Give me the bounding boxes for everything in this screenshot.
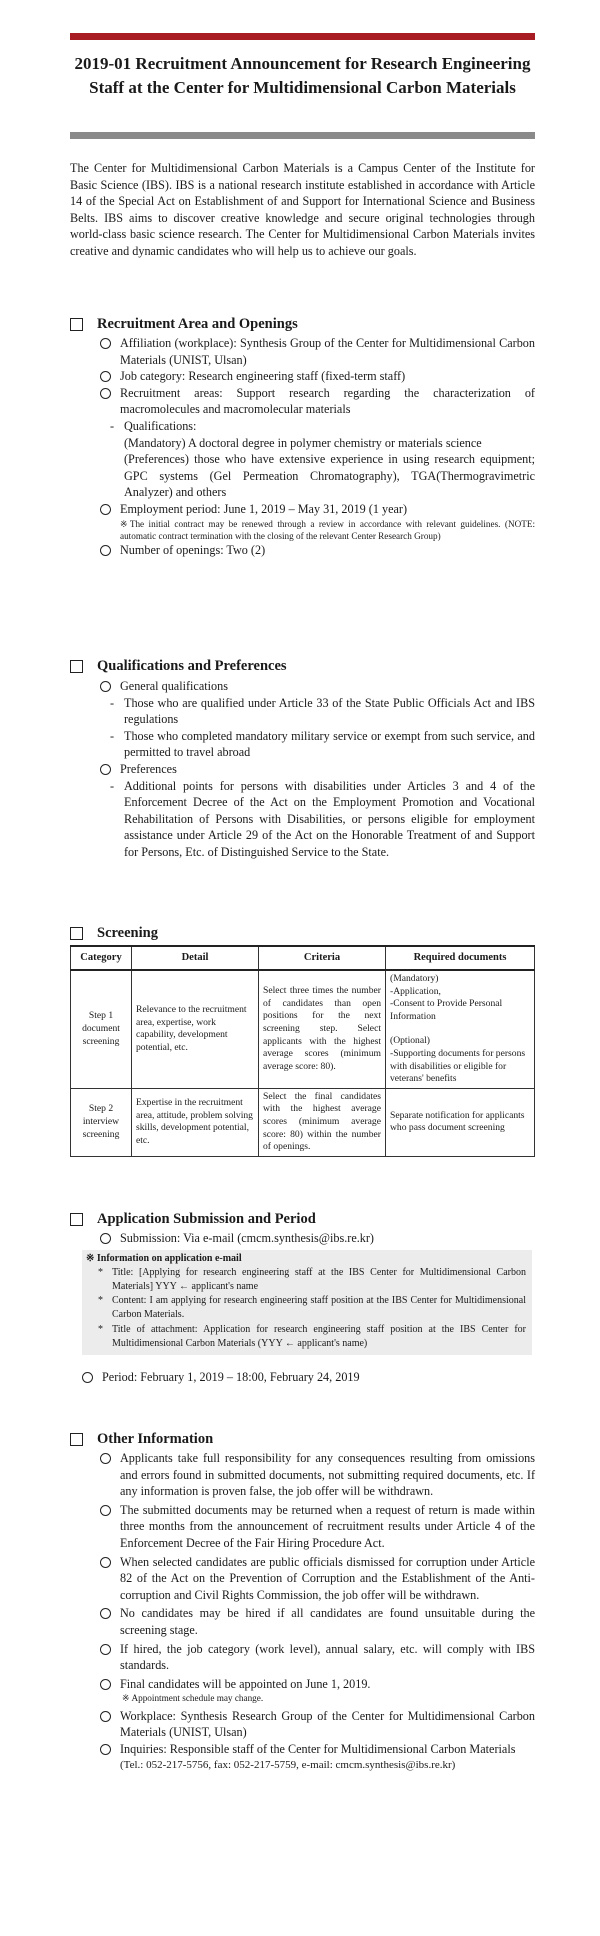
schedule-note: ※ Appointment schedule may change. bbox=[122, 1693, 264, 1704]
contact-info: (Tel.: 052-217-5756, fax: 052-217-5759, e-mail: cmcm.synthesis@ibs.re.kr) bbox=[120, 1759, 456, 1772]
circle-bullet-icon bbox=[100, 1711, 111, 1722]
circle-bullet-icon bbox=[100, 545, 111, 556]
table-cell: Expertise in the recruitment area, attitude, problem solving skills, development potential, etc. bbox=[132, 1088, 259, 1156]
table-row bbox=[71, 970, 535, 1088]
list-item: Final candidates will be appointed on June 1, 2019. bbox=[100, 1676, 535, 1693]
application-section bbox=[70, 1209, 535, 1386]
table-header: Detail bbox=[132, 946, 259, 970]
application-heading: Application Submission and Period bbox=[70, 1209, 535, 1229]
list-item: Employment period: June 1, 2019 – May 31, 2019 (1 year) bbox=[100, 501, 535, 518]
checkbox-icon bbox=[70, 318, 83, 331]
list-subitem: - Additional points for persons with disabilities under Articles 3 and 4 of the Enforcement Decree of the Act on the Employment Promotion and Vocational Rehabilitation of Persons with Disabilities, or persons eligible for employment assistance under Article 29 of the Act on the Honorable Treatment of and Support for Persons, Etc. of Distinguished Service to the State. bbox=[110, 778, 535, 859]
circle-bullet-icon bbox=[100, 1644, 111, 1655]
table-header: Criteria bbox=[259, 946, 386, 970]
qualifications-section bbox=[70, 656, 535, 861]
list-item: General qualifications bbox=[100, 678, 535, 695]
circle-bullet-icon bbox=[100, 1233, 111, 1244]
list-item: No candidates may be hired if all candidates are found unsuitable during the screening stage. bbox=[100, 1605, 535, 1638]
list-item: Workplace: Synthesis Research Group of the Center for Multidimensional Carbon Materials (UNIST, Ulsan) bbox=[100, 1708, 535, 1741]
list-subitem: * Content: I am applying for research engineering staff position at the IBS Center for Multidimensional Carbon Materials. bbox=[98, 1295, 526, 1321]
intro-paragraph: The Center for Multidimensional Carbon Materials is a Campus Center of the Institute for Basic Science (IBS). IBS is a national research institute established in accordance with Article 14 of the Special Act on Establishment of and Support for International Science and Business Belts. IBS aims to discover creative knowledge and secure original technologies through world-class basic science research. The Center for Multidimensional Carbon Materials invites creative and dynamic candidates who will help us to achieve our goals. bbox=[70, 161, 535, 258]
title-gray-bar bbox=[70, 132, 535, 139]
table-header: Category bbox=[71, 946, 132, 970]
circle-bullet-icon bbox=[100, 1608, 111, 1619]
table-cell: Relevance to the recruitment area, expertise, work capability, development potential, etc. bbox=[132, 970, 259, 1088]
circle-bullet-icon bbox=[82, 1372, 93, 1383]
top-red-bar bbox=[70, 33, 535, 40]
recruitment-heading: Recruitment Area and Openings bbox=[70, 314, 535, 334]
checkbox-icon bbox=[70, 927, 83, 940]
circle-bullet-icon bbox=[100, 1744, 111, 1755]
circle-bullet-icon bbox=[100, 338, 111, 349]
checkbox-icon bbox=[70, 660, 83, 673]
circle-bullet-icon bbox=[100, 764, 111, 775]
screening-table bbox=[70, 945, 535, 1157]
page-title: 2019-01 Recruitment Announcement for Research Engineering Staff at the Center for Multidimensional Carbon Materials bbox=[74, 54, 531, 97]
list-item: Recruitment areas: Support research regarding the characterization of macromolecules and macromolecular materials bbox=[100, 385, 535, 418]
list-subitem: * Title: [Applying for research engineering staff at the IBS Center for Multidimensional Carbon Materials] YYY ← applicant's name bbox=[98, 1266, 526, 1292]
table-cell: (Mandatory) -Application, -Consent to Provide Personal Information (Optional) -Supporting documents for persons with disabilities or eligible for veterans' benefits bbox=[386, 970, 535, 1088]
qualifications-sublist: - Qualifications: bbox=[110, 418, 197, 433]
list-subitem: - Those who are qualified under Article 33 of the State Public Officials Act and IBS regulations bbox=[110, 695, 535, 727]
period-note: ※The initial contract may be renewed through a review in accordance with relevant guidelines. (NOTE: automatic contract termination with the closing of the relevant Center Research Group) bbox=[120, 518, 535, 541]
list-item: Number of openings: Two (2) bbox=[100, 542, 535, 559]
screening-section bbox=[70, 923, 535, 1157]
table-cell: Step 1 document screening bbox=[71, 970, 132, 1088]
circle-bullet-icon bbox=[100, 1679, 111, 1690]
list-item: Inquiries: Responsible staff of the Center for Multidimensional Carbon Materials bbox=[100, 1741, 535, 1758]
table-cell: Separate notification for applicants who pass document screening bbox=[386, 1088, 535, 1156]
list-item: Affiliation (workplace): Synthesis Group of the Center for Multidimensional Carbon Materials (UNIST, Ulsan) bbox=[100, 335, 535, 368]
list-item: Applicants take full responsibility for any consequences resulting from omissions and errors found in submitted documents, not submitting required documents, etc. If any information is proven false, the job offer will be withdrawn. bbox=[100, 1450, 535, 1500]
circle-bullet-icon bbox=[100, 371, 111, 382]
list-item: When selected candidates are public officials dismissed for corruption under Article 82 of the Act on the Prevention of Corruption and the Establishment of the Anti-corruption and Civil Rights Commission, the job offer will be withdrawn. bbox=[100, 1554, 535, 1604]
qualifications-heading: Qualifications and Preferences bbox=[70, 656, 535, 676]
qual-preferences: (Preferences) those who have extensive experience in using research equipment; GPC systems (Gel Permeation Chromatography), TGA(Thermogravimetric Analyzer) and others bbox=[124, 452, 535, 500]
list-subitem: * Title of attachment: Application for research engineering staff position at the IBS Center for Multidimensional Carbon Materials (YYY ← applicant's name) bbox=[98, 1323, 526, 1349]
table-cell: Select three times the number of candidates than open positions for the next screening step. Select applicants with the highest average scores (minimum average score: 80). bbox=[259, 970, 386, 1088]
list-item: Job category: Research engineering staff (fixed-term staff) bbox=[100, 368, 535, 385]
circle-bullet-icon bbox=[100, 1505, 111, 1516]
other-section bbox=[70, 1429, 535, 1774]
table-row bbox=[71, 1088, 535, 1156]
circle-bullet-icon bbox=[100, 681, 111, 692]
table-header: Required documents bbox=[386, 946, 535, 970]
checkbox-icon bbox=[70, 1213, 83, 1226]
list-item: The submitted documents may be returned when a request of return is made within three months from the announcement of recruitment results under Article 4 of the Enforcement Decree of the Fair Hiring Procedure Act. bbox=[100, 1502, 535, 1552]
list-item: Period: February 1, 2019 – 18:00, February 24, 2019 bbox=[82, 1369, 535, 1386]
circle-bullet-icon bbox=[100, 388, 111, 399]
table-cell: Select the final candidates with the highest average scores (minimum average score: 80) within the number of openings. bbox=[259, 1088, 386, 1156]
qual-mandatory: (Mandatory) A doctoral degree in polymer chemistry or materials science bbox=[124, 435, 482, 450]
checkbox-icon bbox=[70, 1433, 83, 1446]
screening-heading: Screening bbox=[70, 923, 535, 943]
list-item: Submission: Via e-mail (cmcm.synthesis@ibs.re.kr) bbox=[100, 1230, 535, 1247]
list-subitem: - Those who completed mandatory military service or exempt from such service, and permitted to travel abroad bbox=[110, 728, 535, 760]
email-info-title: ※ Information on application e-mail bbox=[86, 1252, 242, 1264]
circle-bullet-icon bbox=[100, 1557, 111, 1568]
list-item: If hired, the job category (work level), annual salary, etc. will comply with IBS standards. bbox=[100, 1641, 535, 1674]
circle-bullet-icon bbox=[100, 504, 111, 515]
table-cell: Step 2 interview screening bbox=[71, 1088, 132, 1156]
email-info-box bbox=[82, 1250, 532, 1355]
recruitment-section bbox=[70, 314, 535, 559]
table-header-row bbox=[71, 946, 535, 970]
other-heading: Other Information bbox=[70, 1429, 535, 1449]
list-item: Preferences bbox=[100, 761, 535, 778]
circle-bullet-icon bbox=[100, 1453, 111, 1464]
